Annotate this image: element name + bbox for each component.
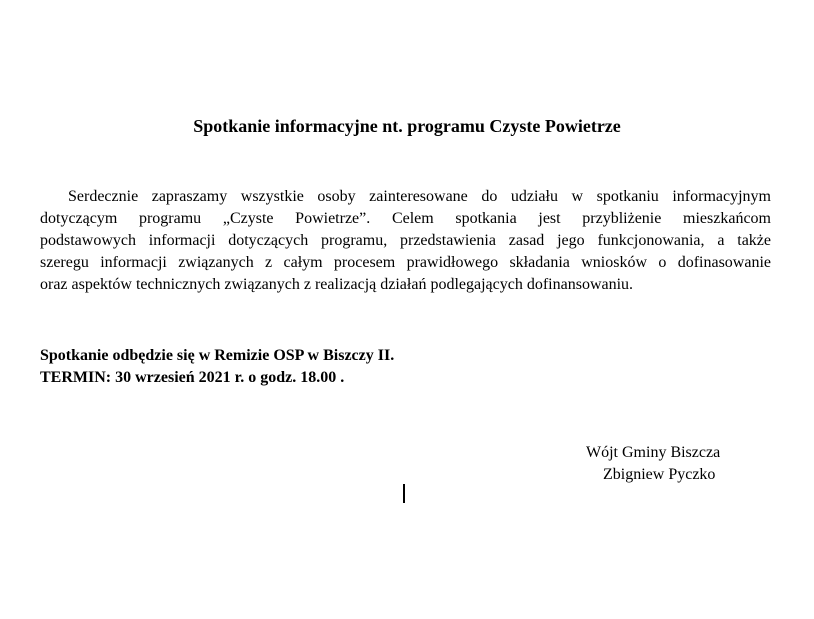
document-title: Spotkanie informacyjne nt. programu Czyste Powietrze <box>193 116 621 136</box>
paragraph-line: podstawowych informacji dotyczących programu, przedstawienia zasad jego funkcjonowania, a także <box>40 232 771 249</box>
meeting-place: Spotkanie odbędzie się w Remizie OSP w Biszczy II. <box>40 347 395 364</box>
invitation-paragraph <box>40 186 771 296</box>
meeting-details <box>40 345 394 389</box>
signature-name: Zbigniew Pyczko <box>603 466 716 483</box>
signature-block <box>586 442 720 486</box>
paragraph-line: szeregu informacji związanych z całym procesem prawidłowego składania wniosków o dofinasowanie <box>40 254 771 271</box>
text-cursor <box>403 484 405 503</box>
paragraph-line: oraz aspektów technicznych związanych z realizacją działań podlegających dofinansowaniu. <box>40 276 634 293</box>
meeting-date: TERMIN: 30 wrzesień 2021 r. o godz. 18.00 . <box>40 369 345 386</box>
paragraph-line: Serdecznie zapraszamy wszystkie osoby zainteresowane do udziału w spotkaniu informacyjnym <box>68 188 771 205</box>
paragraph-line: dotyczącym programu „Czyste Powietrze”. Celem spotkania jest przybliżenie mieszkańcom <box>40 210 771 227</box>
signature-title: Wójt Gminy Biszcza <box>586 444 721 461</box>
